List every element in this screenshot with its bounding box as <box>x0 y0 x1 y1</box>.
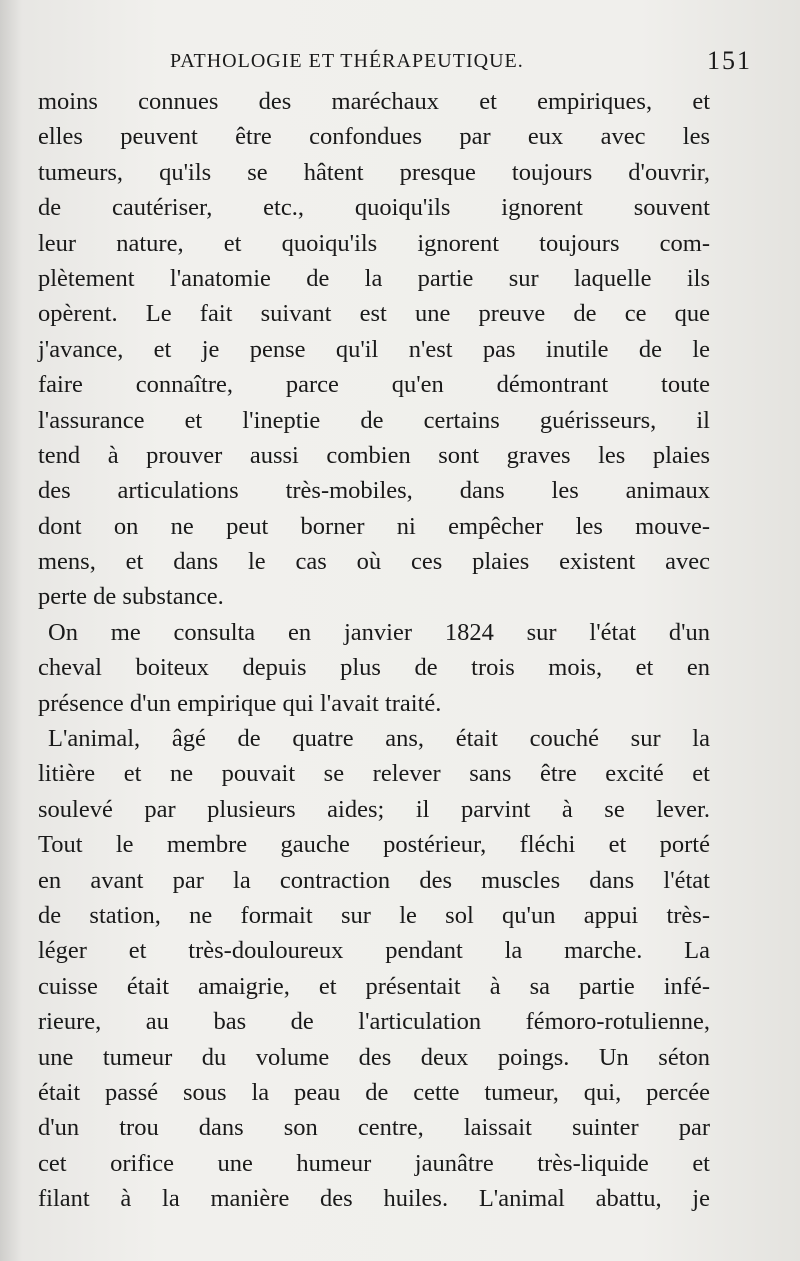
body-text <box>38 84 710 1217</box>
text-line: de cautériser, etc., quoiqu'ils ignorent souvent <box>38 194 710 222</box>
text-line: Tout le membre gauche postérieur, fléchi et porté <box>38 831 710 859</box>
text-line: cuisse était amaigrie, et présentait à sa partie infé- <box>38 972 710 1000</box>
gutter-shadow <box>0 0 22 1261</box>
text-line: cheval boiteux depuis plus de trois mois, et en <box>38 654 710 682</box>
text-line: opèrent. Le fait suivant est une preuve de ce que <box>38 300 710 328</box>
paragraph-end-line: présence d'un empirique qui l'avait traité. <box>38 689 442 717</box>
running-head: PATHOLOGIE ET THÉRAPEUTIQUE. <box>170 50 524 72</box>
text-line: mens, et dans le cas où ces plaies existent avec <box>38 548 710 576</box>
text-line: filant à la manière des huiles. L'animal abattu, je <box>38 1185 710 1213</box>
text-line: elles peuvent être confondues par eux avec les <box>38 123 710 151</box>
text-line: l'assurance et l'ineptie de certains guérisseurs, il <box>38 406 710 434</box>
text-line: litière et ne pouvait se relever sans être excité et <box>38 760 710 788</box>
paragraph-start-line: L'animal, âgé de quatre ans, était couché sur la <box>48 725 710 753</box>
page-number: 151 <box>707 46 752 75</box>
text-line: dont on ne peut borner ni empêcher les mouve- <box>38 512 710 540</box>
text-line: tumeurs, qu'ils se hâtent presque toujours d'ouvrir, <box>38 158 710 186</box>
text-line: cet orifice une humeur jaunâtre très-liquide et <box>38 1149 710 1177</box>
paragraph-start-line: On me consulta en janvier 1824 sur l'état d'un <box>48 618 710 646</box>
text-line: plètement l'anatomie de la partie sur laquelle ils <box>38 264 710 292</box>
text-line: faire connaître, parce qu'en démontrant toute <box>38 371 710 399</box>
text-line: était passé sous la peau de cette tumeur, qui, percée <box>38 1078 710 1106</box>
text-line: leur nature, et quoiqu'ils ignorent toujours com- <box>38 229 710 257</box>
text-line: soulevé par plusieurs aides; il parvint à se lever. <box>38 795 710 823</box>
text-line: une tumeur du volume des deux poings. Un séton <box>38 1043 710 1071</box>
text-line: d'un trou dans son centre, laissait suinter par <box>38 1114 710 1142</box>
text-line: des articulations très-mobiles, dans les animaux <box>38 477 710 505</box>
paragraph-end-line: perte de substance. <box>38 583 224 611</box>
text-line: j'avance, et je pense qu'il n'est pas inutile de le <box>38 335 710 363</box>
text-line: rieure, au bas de l'articulation fémoro-rotulienne, <box>38 1008 710 1036</box>
text-line: tend à prouver aussi combien sont graves les plaies <box>38 441 710 469</box>
text-line: en avant par la contraction des muscles dans l'état <box>38 866 710 894</box>
text-line: de station, ne formait sur le sol qu'un appui très- <box>38 901 710 929</box>
page-header <box>170 46 752 78</box>
text-line: moins connues des maréchaux et empiriques, et <box>38 88 710 115</box>
text-line: léger et très-douloureux pendant la marche. La <box>38 937 710 965</box>
